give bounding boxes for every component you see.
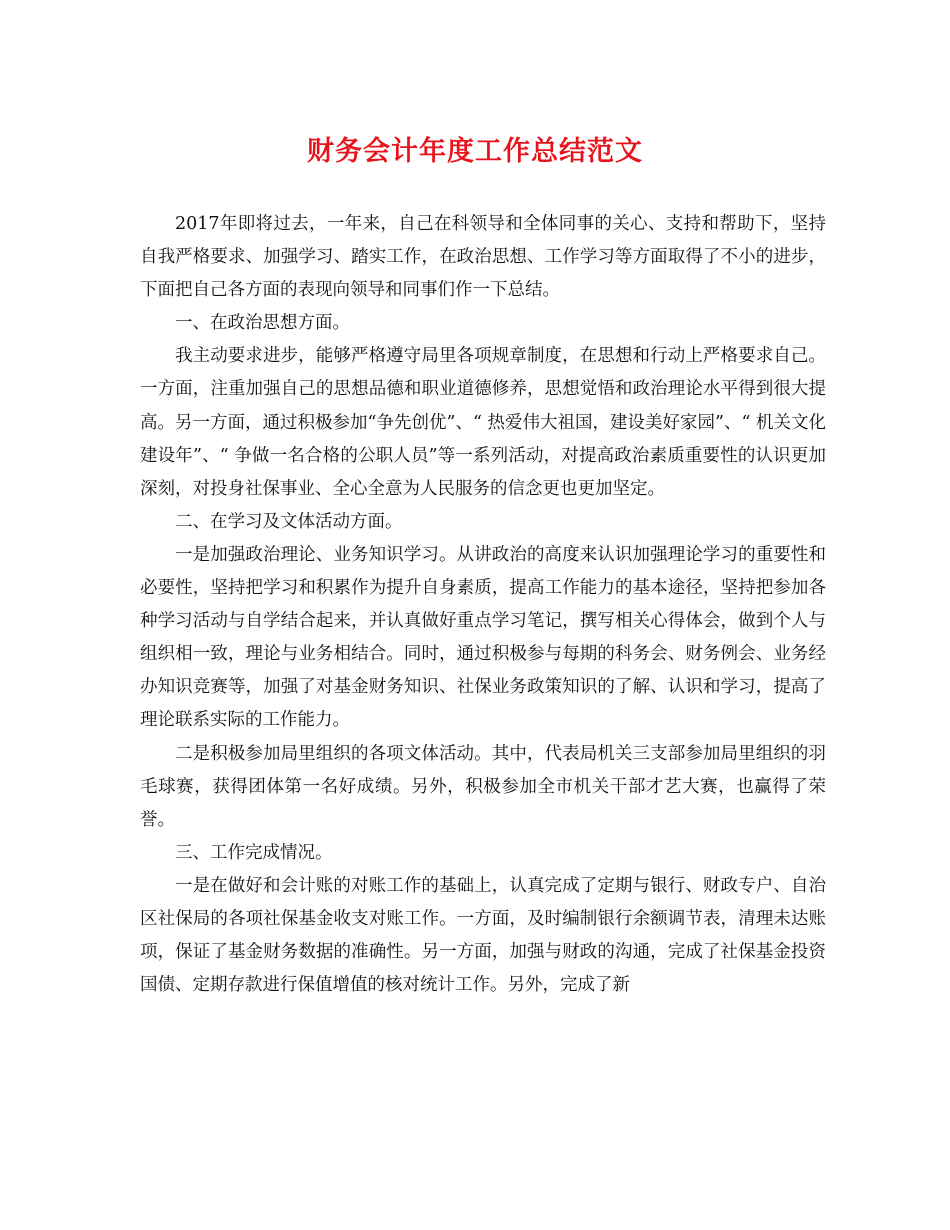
section-heading-work: 三、工作完成情况。	[175, 842, 333, 863]
section-heading-political: 一、在政治思想方面。	[175, 313, 350, 334]
document-title: 财务会计年度工作总结范文	[307, 136, 643, 167]
paragraph-intro: 2017年即将过去，一年来，自己在科领导和全体同事的关心、支持和帮助下，坚持自我严格要求、加强学习、踏实工作，在政治思想、工作学习等方面取得了不小的进步，下面把自己各方面的表现向领导和同事们作一下总结。	[140, 214, 826, 301]
paragraph-study-activities: 二是积极参加局里组织的各项文体活动。其中，代表局机关三支部参加局里组织的羽毛球赛，获得团体第一名好成绩。另外，积极参加全市机关干部才艺大赛，也赢得了荣誉。	[140, 743, 826, 830]
section-heading-study: 二、在学习及文体活动方面。	[175, 511, 403, 532]
paragraph-political: 我主动要求进步，能够严格遵守局里各项规章制度，在思想和行动上严格要求自己。一方面，注重加强自己的思想品德和职业道德修养，思想觉悟和政治理论水平得到很大提高。另一方面，通过积极参加“争先创优”、“ 热爱伟大祖国，建设美好家园”、“ 机关文化建设年”、“ 争做一名合格的公职人员”等一系列活动，对提高政治素质重要性的认识更加深刻，对投身社保事业、全心全意为人民服务的信念更也更加坚定。	[140, 346, 826, 499]
paragraph-work-reconciliation: 一是在做好和会计账的对账工作的基础上，认真完成了定期与银行、财政专户、自治区社保局的各项社保基金收支对账工作。一方面，及时编制银行余额调节表，清理未达账项，保证了基金财务数据的准确性。另一方面，加强与财政的沟通，完成了社保基金投资国债、定期存款进行保值增值的核对统计工作。另外，完成了新	[140, 875, 826, 996]
document-body	[140, 208, 826, 1002]
paragraph-study-theory: 一是加强政治理论、业务知识学习。从讲政治的高度来认识加强理论学习的重要性和必要性，坚持把学习和积累作为提升自身素质，提高工作能力的基本途径，坚持把参加各种学习活动与自学结合起来，并认真做好重点学习笔记，撰写相关心得体会，做到个人与组织相一致，理论与业务相结合。同时，通过积极参与每期的科务会、财务例会、业务经办知识竞赛等，加强了对基金财务知识、社保业务政策知识的了解、认识和学习，提高了理论联系实际的工作能力。	[140, 544, 826, 731]
